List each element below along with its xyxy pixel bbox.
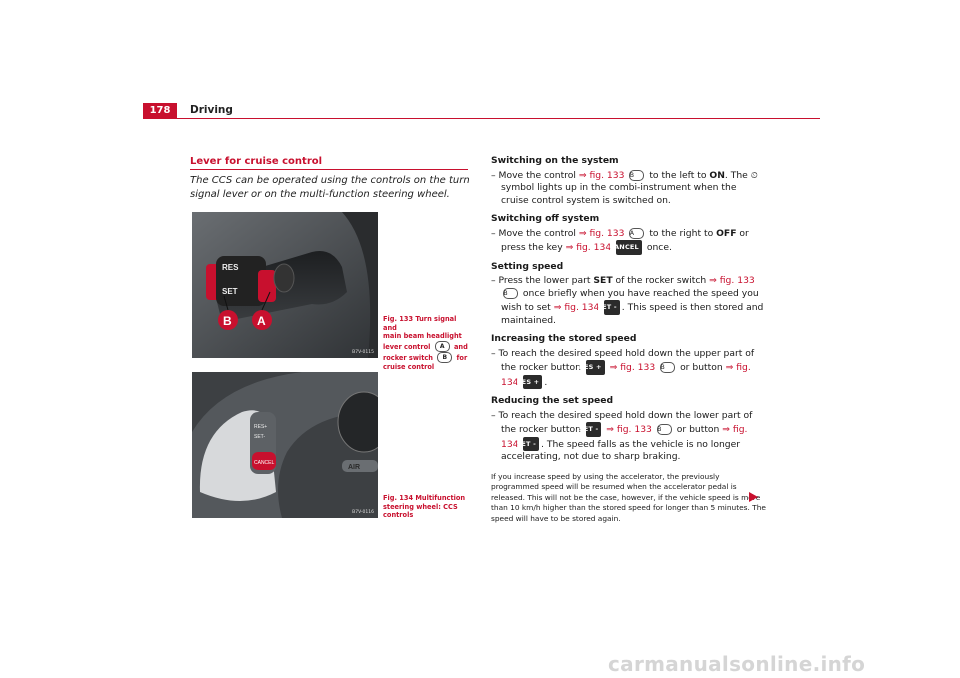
fig-ref-134[interactable]: fig. 134 — [501, 362, 751, 388]
figure-134-caption: Fig. 134 Multifunction steering wheel: CCS controls — [383, 494, 466, 520]
heading-switch-off: Switching off system — [491, 213, 600, 224]
set-minus-key: SET - — [586, 422, 602, 437]
lever-illustration — [192, 212, 378, 358]
fig-ref-134[interactable]: fig. 134 — [501, 424, 748, 450]
svg-text:RES+: RES+ — [254, 424, 268, 430]
speedometer-icon: ⏲ — [750, 169, 758, 181]
figure-133-lever-image — [192, 212, 378, 358]
note-paragraph: If you increase speed by using the accelerator, the previously programmed speed will be resumed when the accelerator pedal is released. This will not be the case, however, if the vehicle speed is more than 10 km/h higher than the stored speed for longer than 5 minutes. The speed will have to be stored again. — [491, 471, 766, 523]
figure-134-steering-wheel-image — [192, 372, 378, 518]
section-rule — [190, 169, 468, 170]
step-increasing: – To reach the desired speed hold down the upper part of the rocker button RES + ⇒ fig. 133 B or button ⇒ fig. 134 RES + . — [491, 347, 755, 388]
fig-ref-133[interactable]: fig. 133 — [620, 362, 656, 373]
fig-ref-133[interactable]: fig. 133 — [589, 169, 625, 181]
set-minus-key-2: SET - — [523, 437, 539, 452]
figure-code: B7V-0116 — [352, 510, 374, 515]
heading-setting: Setting speed — [491, 260, 564, 272]
set-minus-key: SET - — [604, 300, 620, 315]
heading-reducing: Reducing the set speed — [491, 395, 614, 406]
heading-switch-on: Switching on the system — [491, 155, 619, 166]
section-intro: The CCS can be operated using the controls on the turn signal lever or on the multi-function steering wheel. — [190, 175, 470, 200]
fig-ref-133[interactable]: fig. 133 — [589, 227, 625, 239]
res-plus-key: RES + — [586, 360, 605, 375]
watermark: carmanualsonline.info — [608, 652, 866, 676]
figure-code: B7V-0115 — [352, 350, 374, 355]
instructions-column — [491, 155, 766, 524]
header-title: Driving — [190, 104, 233, 116]
badge-a: A — [435, 341, 450, 352]
step-setting: – Press the lower part SET of the rocker switch ⇒ fig. 133 B once briefly when you have reached the speed you wish to set ⇒ fig. 134 SET - . This speed is then stored and maintained. — [491, 275, 764, 326]
fig-ref-134[interactable]: fig. 134 — [576, 242, 612, 253]
badge-b: B — [437, 352, 452, 363]
steering-wheel-illustration — [192, 372, 378, 518]
heading-increasing: Increasing the stored speed — [491, 333, 637, 344]
fig-ref-133[interactable]: fig. 133 — [616, 424, 652, 435]
callout-b: B — [223, 314, 232, 328]
step-reducing: – To reach the desired speed hold down the lower part of the rocker button SET - ⇒ fig. 133 B or button ⇒ fig. 134 SET - . The speed falls as the vehicle is no longer accelerating, not due to sharp braking. — [491, 409, 753, 462]
cancel-key: CANCEL — [616, 240, 642, 255]
svg-text:SET-: SET- — [254, 434, 266, 440]
fig-ref-133[interactable]: fig. 133 — [719, 275, 755, 286]
fig-ref-134[interactable]: fig. 134 — [564, 302, 600, 313]
res-plus-key-2: RES + — [523, 375, 542, 390]
continue-arrow-icon — [749, 492, 758, 502]
callout-a: A — [257, 314, 266, 328]
page-number: 178 — [143, 103, 177, 118]
svg-text:AIR: AIR — [348, 464, 361, 471]
svg-text:RES: RES — [222, 263, 239, 272]
section-title: Lever for cruise control — [190, 156, 323, 167]
step-switch-on: – Move the control ⇒ fig. 133 B to the left to ON. The ⏲ symbol lights up in the combi-instrument when the cruise control system is switched on. — [491, 169, 758, 206]
header-rule — [143, 118, 820, 119]
svg-text:SET: SET — [222, 287, 238, 296]
svg-text:CANCEL: CANCEL — [254, 460, 275, 466]
step-switch-off: – Move the control ⇒ fig. 133 A to the right to OFF or press the key ⇒ fig. 134 CANCEL once. — [491, 227, 749, 253]
figure-133-caption: Fig. 133 Turn signal and main beam headlight lever control A and rocker switch B for cruise control — [383, 315, 468, 371]
